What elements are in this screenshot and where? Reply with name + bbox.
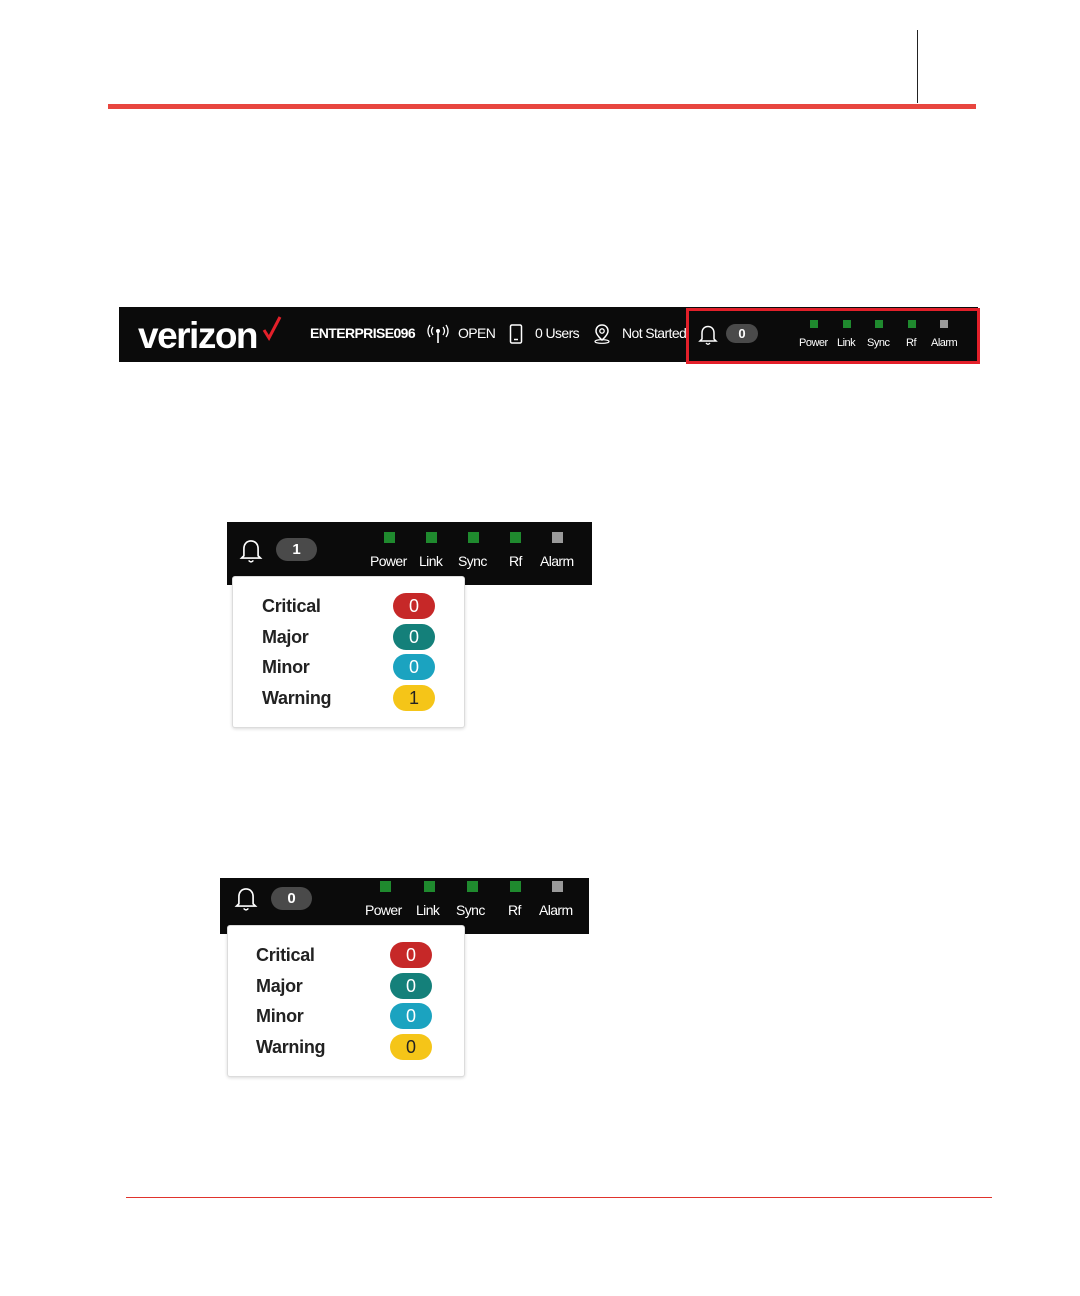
alarm-label: Alarm <box>931 337 958 349</box>
warning-count[interactable]: 0 <box>390 1034 432 1060</box>
alarm-count-badge[interactable]: 0 <box>271 887 312 910</box>
minor-label: Minor <box>262 657 310 677</box>
minor-count[interactable]: 0 <box>390 1003 432 1029</box>
rf-label: Rf <box>509 553 522 569</box>
user-count: 0 Users <box>535 325 580 341</box>
alarm-label: Alarm <box>540 553 574 569</box>
rf-led <box>510 532 521 543</box>
sync-led <box>875 320 883 328</box>
antenna-icon <box>427 324 449 344</box>
bell-icon[interactable] <box>698 324 718 346</box>
critical-label: Critical <box>256 945 315 965</box>
sync-label: Sync <box>458 553 487 569</box>
network-status: OPEN <box>458 325 496 341</box>
bottom-rule <box>126 1197 992 1198</box>
check-icon <box>262 316 282 342</box>
location-icon <box>593 324 611 344</box>
warning-count[interactable]: 1 <box>393 685 435 711</box>
link-label: Link <box>419 553 443 569</box>
alarm-count-badge[interactable]: 0 <box>726 324 758 343</box>
major-label: Major <box>262 627 309 647</box>
power-label: Power <box>370 553 407 569</box>
bell-icon[interactable] <box>239 538 263 564</box>
alarm-led <box>940 320 948 328</box>
warning-label: Warning <box>262 688 332 708</box>
power-led <box>380 881 391 892</box>
power-label: Power <box>365 902 402 918</box>
alarm-severity-dropdown <box>232 576 465 728</box>
link-led <box>426 532 437 543</box>
sync-label: Sync <box>456 902 485 918</box>
alarm-led <box>552 881 563 892</box>
bell-icon[interactable] <box>234 886 258 912</box>
critical-label: Critical <box>262 596 321 616</box>
link-label: Link <box>416 902 440 918</box>
link-label: Link <box>837 337 856 349</box>
location-status: Not Started <box>622 325 687 341</box>
power-led <box>810 320 818 328</box>
critical-count[interactable]: 0 <box>393 593 435 619</box>
app-header-bar <box>119 307 978 362</box>
alarm-led <box>552 532 563 543</box>
major-label: Major <box>256 976 303 996</box>
warning-label: Warning <box>256 1037 326 1057</box>
rf-label: Rf <box>906 337 916 349</box>
link-led <box>843 320 851 328</box>
header-divider <box>917 30 918 103</box>
critical-count[interactable]: 0 <box>390 942 432 968</box>
rf-led <box>908 320 916 328</box>
power-label: Power <box>799 337 828 349</box>
minor-count[interactable]: 0 <box>393 654 435 680</box>
enterprise-name: ENTERPRISE096 <box>310 325 416 341</box>
major-count[interactable]: 0 <box>393 624 435 650</box>
sync-led <box>467 881 478 892</box>
minor-label: Minor <box>256 1006 304 1026</box>
alarm-label: Alarm <box>539 902 573 918</box>
power-led <box>384 532 395 543</box>
major-count[interactable]: 0 <box>390 973 432 999</box>
alarm-count-badge[interactable]: 1 <box>276 538 317 561</box>
verizon-logo[interactable]: verizon <box>138 315 258 356</box>
phone-icon <box>509 324 523 344</box>
sync-led <box>468 532 479 543</box>
link-led <box>424 881 435 892</box>
rf-led <box>510 881 521 892</box>
rf-label: Rf <box>508 902 521 918</box>
alarm-severity-dropdown <box>227 925 465 1077</box>
sync-label: Sync <box>867 337 890 349</box>
top-rule <box>108 104 976 109</box>
